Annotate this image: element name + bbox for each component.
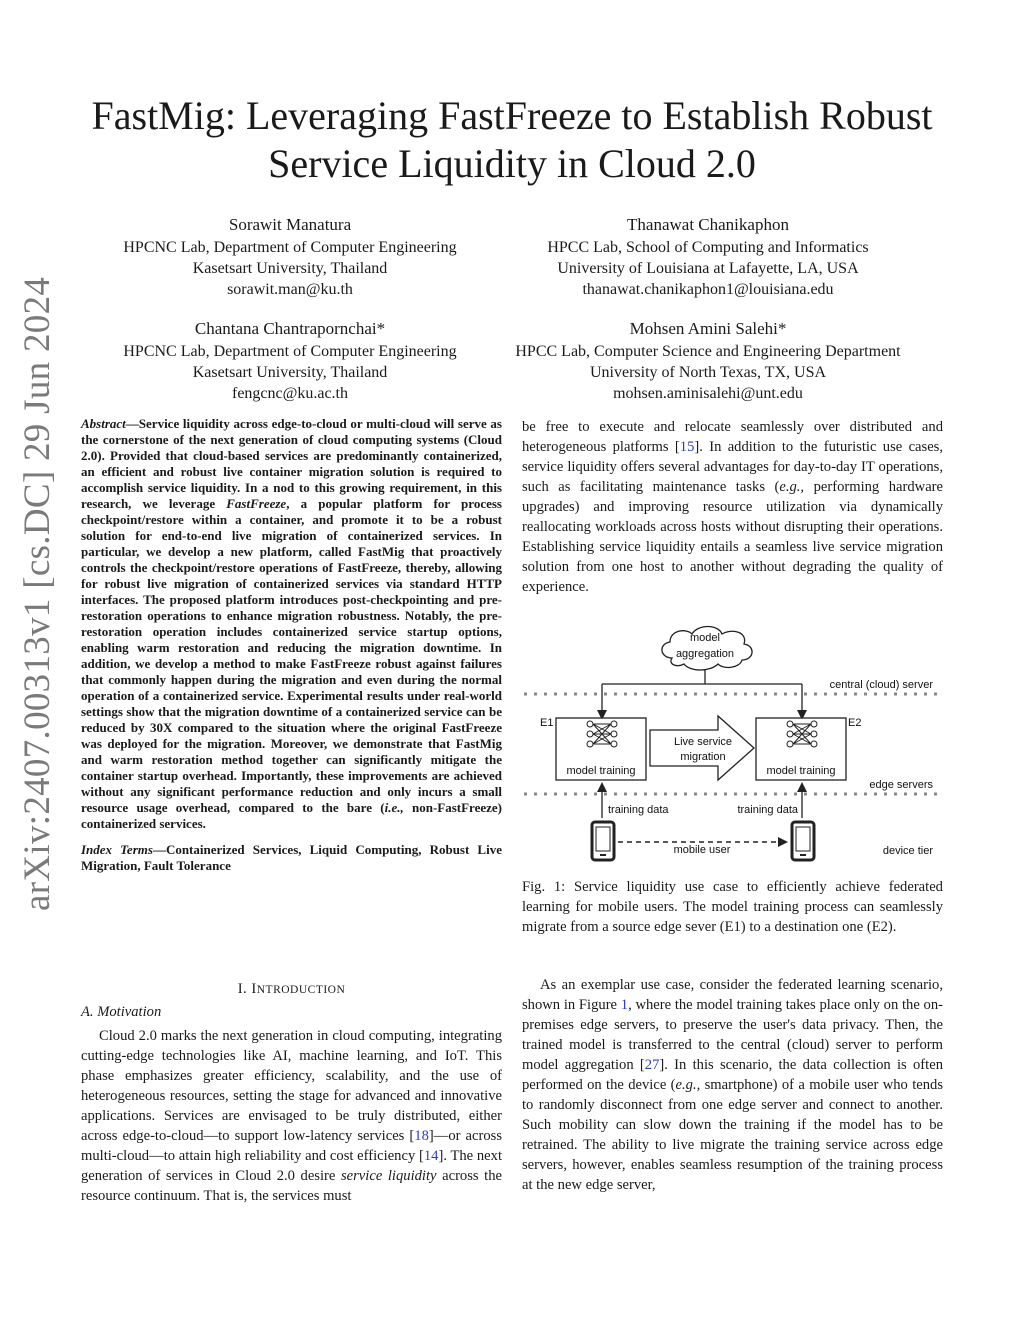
- author-affiliation: Kasetsart University, Thailand: [192, 364, 388, 381]
- live-migration-arrow: [650, 716, 754, 780]
- mobile-user-arrowhead: [778, 837, 788, 847]
- live-migration-label-2: migration: [680, 751, 726, 763]
- paragraph: Cloud 2.0 marks the next generation in cloud computing, integrating cutting-edge technologies like AI, machine learning, and IoT. This phase emphasizes greater efficiency, scalability, and the use of heterogeneous resources, setting the stage for advanced and innovative applications. Services are envisaged to be truly distributed, either across edge-to-cloud—to support low-latency services [18]—or across multi-cloud—to attain high reliability and cost efficiency [14]. The next generation of services in Cloud 2.0 desire service liquidity across the resource continuum. That is, the services must: [81, 1028, 503, 1204]
- training-data-label-1: training data: [608, 804, 669, 816]
- smartphone-icon: [592, 822, 614, 860]
- index-terms-label: Index Terms: [81, 842, 153, 857]
- citation-link[interactable]: 14: [423, 1148, 439, 1164]
- author-block-2: [484, 214, 932, 300]
- abstract-ie: i.e.,: [384, 800, 404, 815]
- e2-training-data-arrowhead: [797, 782, 807, 792]
- mobile-user-label: mobile user: [673, 844, 731, 856]
- training-data-label-2: training data: [737, 804, 798, 816]
- caption-text: Service liquidity use case to efficiently achieve federated learning for mobile users. The model training process can seamlessly migrate from a source edge sever (E1) to a destination one (E2).: [522, 879, 943, 935]
- author-block-4: [484, 318, 932, 404]
- figure-reference-link[interactable]: 1: [620, 997, 629, 1013]
- author-affiliation: Kasetsart University, Thailand: [192, 260, 388, 277]
- abstract-text: —Service liquidity across edge-to-cloud or multi-cloud will serve as the cornerstone of the next generation of cloud computing systems (Cloud 2.0). Provided that cloud-based services are predominantly containerized, an efficient and robust live container migration solution is required to accomplish service liquidity. In a nod to this growing requirement, in this research, we leverage: [81, 416, 502, 511]
- e2-label: E2: [848, 717, 862, 729]
- index-terms-text: —Containerized Services, Liquid Computing, Robust Live Migration, Fault Tolerance: [81, 842, 502, 873]
- author-block-1: [82, 214, 498, 300]
- paper-title: FastMig: Leveraging FastFreeze to Establish Robust Service Liquidity in Cloud 2.0: [91, 93, 933, 186]
- e1-label: E1: [540, 717, 554, 729]
- abstract-text: non-FastFreeze) containerized services.: [81, 800, 502, 831]
- author-block-3: [82, 318, 498, 404]
- e1-training-data-arrowhead: [597, 782, 607, 792]
- author-affiliation: HPCC Lab, Computer Science and Engineering Department: [515, 343, 901, 360]
- e2-model-training: model training: [766, 765, 836, 777]
- paragraph: be free to execute and relocate seamlessly over distributed and heterogeneous platforms [15]. In addition to the futuristic use cases, service liquidity offers several advantages for day-to-day IT operations, such as facilitating maintenance tasks (e.g., performing hardware upgrades) and improving resource utilization via dynamically reallocating workloads across hosts without disrupting their operations. Establishing service liquidity entails a seamless live service migration solution from one host to another without degrading the quality of experience.: [522, 419, 944, 595]
- author-email: fengcnc@ku.ac.th: [231, 385, 348, 402]
- citation-link[interactable]: 18: [414, 1128, 429, 1144]
- cloud-label-model: model: [690, 632, 720, 644]
- abstract-label: Abstract: [81, 416, 126, 431]
- abstract-text: , a popular platform for process checkpoint/restore within a container, and promote it to be a robust solution for end-to-end live migration of containerized services. In particular, we develop a new platform, called FastMig that proactively controls the checkpoint/restore operations of FastFreeze, thereby, allowing for robust live migration of containerized services via standard HTTP interfaces. The proposed platform introduces post-checkpointing and pre-restoration operations to enhance migration robustness. Notably, the pre-restoration operation includes containerized service startup options, enabling warm restoration and reducing the migration downtime. In addition, we develop a method to make FastFreeze robust against failures that commonly happen during the migration and even during the normal operation of a containerized service. Experimental results under real-world settings show that the migration downtime of a containerized service can be reduced by 30X compared to the situation where the original FastFreeze was deployed for the migration. Moreover, we demonstrate that FastMig and warm restoration method together can significantly mitigate the container startup overhead. Importantly, these improvements are achieved without any significant performance reduction and only incurs a small resource usage overhead, compared to the bare (: [81, 496, 502, 815]
- citation-link[interactable]: 15: [679, 439, 695, 455]
- subsection-heading: A. Motivation: [81, 1004, 162, 1020]
- author-affiliation: HPCNC Lab, Department of Computer Engineering: [123, 239, 457, 256]
- figure-caption: [522, 877, 943, 937]
- author-affiliation: University of North Texas, TX, USA: [589, 364, 827, 381]
- abstract-fastfreeze: FastFreeze: [226, 496, 287, 511]
- index-terms: [81, 842, 502, 874]
- author-name: Sorawit Manatura: [228, 215, 352, 234]
- live-migration-label-1: Live service: [673, 736, 733, 748]
- abstract: [81, 416, 502, 874]
- arxiv-identifier: arXiv:2407.00313v1 [cs.DC] 29 Jun 2024: [17, 276, 58, 911]
- central-server-label: central (cloud) server: [829, 679, 933, 691]
- right-column-paragraph-2: [522, 975, 943, 1195]
- edge-servers-label: edge servers: [869, 779, 933, 791]
- author-name: Chantana Chantrapornchai*: [194, 319, 386, 338]
- smartphone-icon: [792, 822, 814, 860]
- author-name: Thanawat Chanikaphon: [627, 215, 789, 234]
- paragraph: As an exemplar use case, consider the federated learning scenario, shown in Figure 1, where the model training takes place only on the on-premises edge servers, to preserve the user's data privacy. Then, the trained model is transferred to the central (cloud) server to perform model aggregation [27]. In this scenario, the data collection is often performed on the device (e.g., smartphone) of a mobile user who tends to randomly disconnect from one edge server and connect to another. Such mobility can slow down the training if the model has to be retrained. The ability to live migrate the training service across edge servers, however, enables seamless resumption of the training process at the new edge server,: [522, 977, 944, 1193]
- author-email: sorawit.man@ku.th: [227, 281, 353, 298]
- author-email: thanawat.chanikaphon1@louisiana.edu: [582, 281, 834, 298]
- author-affiliation: University of Louisiana at Lafayette, LA, USA: [557, 260, 859, 277]
- cloud-label-aggregation: aggregation: [675, 648, 735, 660]
- author-affiliation: HPCNC Lab, Department of Computer Engineering: [123, 343, 457, 360]
- author-name: Mohsen Amini Salehi*: [629, 319, 787, 338]
- device-tier-label: device tier: [882, 845, 933, 857]
- citation-link[interactable]: 27: [644, 1057, 660, 1073]
- figure-1-diagram: [522, 622, 943, 867]
- author-affiliation: HPCC Lab, School of Computing and Informatics: [547, 239, 869, 256]
- section-heading: I. INTRODUCTION: [237, 981, 346, 997]
- right-column-paragraph-1: [522, 417, 943, 597]
- caption-label: Fig. 1:: [522, 879, 566, 895]
- e1-model-training: model training: [566, 765, 636, 777]
- author-email: mohsen.aminisalehi@unt.edu: [613, 385, 803, 402]
- left-column-intro: [81, 965, 502, 1206]
